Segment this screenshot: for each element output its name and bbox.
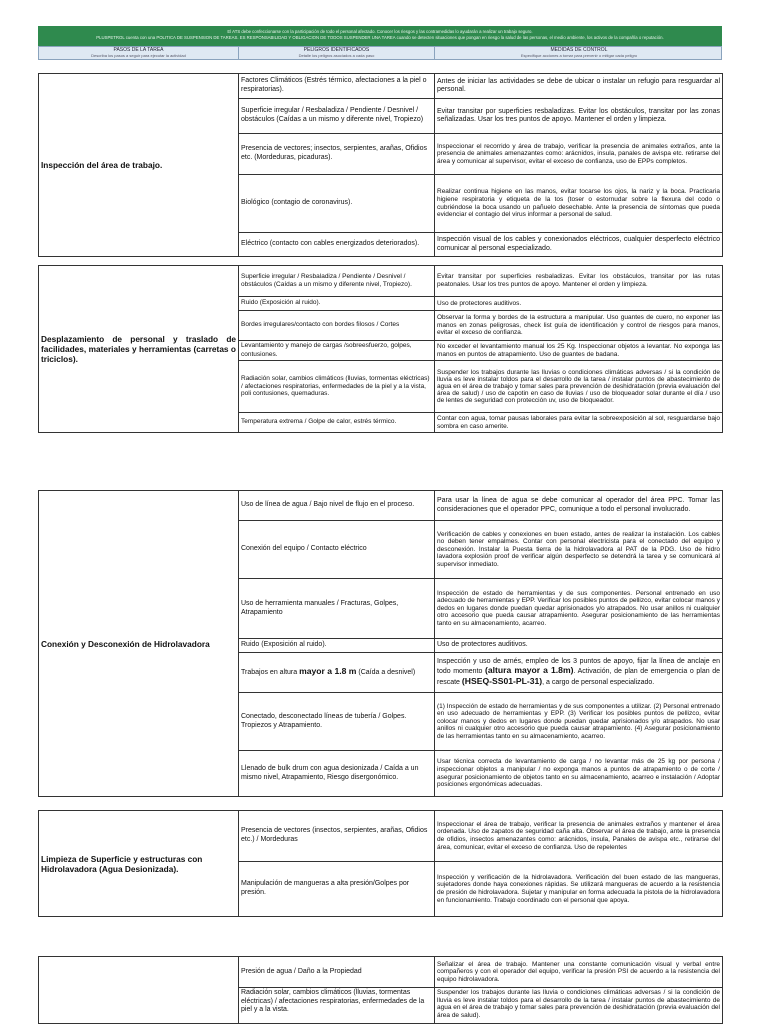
control-cell: Verificación de cables y conexiones en buen estado, antes de realizar la instalación. Los cables no deben tener empalmes. Contar con personal electricista para el conectado del equipo y desconexión. Instalar la Puesta tierra de la hidrolavadora al PAT de la PDG. Uso de hidro lavadora explosión proof de verificar algún desperfecto se detendrá la tarea y se comunicará al supervisor inmediato. bbox=[435, 521, 723, 579]
hazard-cell: Superficie irregular / Resbaladiza / Pendiente / Desnivel / obstáculos (Caídas a un mismo y diferente nivel, Tropiezo). bbox=[239, 266, 435, 297]
hazard-cell: Uso de herramienta manuales / Fracturas, Golpes, Atrapamiento bbox=[239, 579, 435, 639]
control-cell: Inspección y verificación de la hidrolavadora. Verificación del buen estado de las mangueras, sujetadores donde haya conexiones rápidas. Se utilizará mangueras de acuerdo a la resistencia de presión de hidrolavadora. Sujetar y manipular en forma adecuada la pistola de la hidrolavadora en funcionamiento. Trabajo coordinado con el personal que apoya. bbox=[435, 862, 723, 917]
activity-cell: Inspección del área de trabajo. bbox=[39, 74, 239, 257]
control-cell: Inspeccionar el recorrido y área de trabajo, verificar la presencia de animales extraños, ante la presencia de animales amenazantes como: arácnidos, insula, panales de avispa etc. retirarse del área y comunicar al supervisor, evitar el exceso de confianza, uso de EPPs completos. bbox=[435, 134, 723, 175]
hazard-cell: Eléctrico (contacto con cables energizados deteriorados). bbox=[239, 233, 435, 257]
activity-cell: Conexión y Desconexión de Hidrolavadora bbox=[39, 491, 239, 797]
control-cell: Contar con agua, tomar pausas laborales para evitar la sobreexposición al sol, resguardarse bajo sombra en caso amerite. bbox=[435, 413, 723, 433]
activity-cell: Limpieza de Superficie y estructuras con Hidrolavadora (Agua Desionizada). bbox=[39, 811, 239, 917]
banner-line-2: PLUSPETROL cuenta con una POLITICA DE SUSPENSION DE TAREAS. ES RESPONSABILIDAD Y OBLIGACION DE TODOS SUSPENDER UNA TAREA cuando se detecten situaciones que pongan en riesgo la salud de las personas, el medio ambiente, los activos de la compañía o reputación. bbox=[96, 35, 664, 40]
hazard-cell: Radiación solar, cambios climáticos (lluvias, tormentas eléctricas) / afectaciones respiratorias, enfermedades de la piel y a la vista, poli contusiones, quemaduras. bbox=[239, 361, 435, 413]
control-cell: Suspender los trabajos durante las lluvias o condiciones climáticas adversas / si la condición de lluvia es leve instalar toldos para el desarrollo de la tarea / instalar puntos de abastecimiento de agua en el área de trabajo y tomar sales para prevención de deshidratación (previa evaluación del área de salud) / uso de capotin en caso de lluvias / uso de bloqueador solar durante el día / uso de lentes de seguridad con protección uv, uso de bloqueador. bbox=[435, 361, 723, 413]
hazard-cell: Presencia de vectores (insectos, serpientes, arañas, Ofidios etc.) / Mordeduras bbox=[239, 811, 435, 862]
hazard-cell: Levantamiento y manejo de cargas /sobreesfuerzo, golpes, contusiones. bbox=[239, 341, 435, 361]
control-cell: Inspeccionar el área de trabajo, verificar la presencia de animales extraños y mantener el área ordenada. Uso de zapatos de seguridad caña alta. Observar el área de trabajo, ante la presencia de ofidios, insectos amenazantes como: arácnidos, insula, Panales de avispa etc., retirarse del área, comunicar, evitar el exceso de confianza. Uso de repelentes bbox=[435, 811, 723, 862]
control-cell: Inspección visual de los cables y conexionados eléctricos, cualquier desperfecto eléctrico comunicar al personal especializado. bbox=[435, 233, 723, 257]
hazard-cell: Llenado de bulk drum con agua desionizada / Caída a un mismo nivel, Atrapamiento, Riesgo disergonómico. bbox=[239, 751, 435, 797]
control-cell: Evitar transitar por superficies resbaladizas. Evitar los obstáculos, transitar por las rutas peatonales. Usar los tres puntos de apoyo. Mantener el orden y limpieza. bbox=[435, 266, 723, 297]
section-table-2 bbox=[38, 265, 723, 433]
control-cell: Realizar continua higiene en las manos, evitar tocarse los ojos, la nariz y la boca. Practicaria higiene respiratoria y etiqueta de la tos (toser o estornudar sobre la flexura del codo o cubriéndose la boca usando un pañuelo desechable. Ante la presencia de síntomas que pueda evidenciar el contagio del virus informar a personal de salud. bbox=[435, 175, 723, 233]
control-cell: Antes de iniciar las actividades se debe de ubicar o instalar un refugio para resguardar al personal. bbox=[435, 74, 723, 99]
hazard-cell: Temperatura extrema / Golpe de calor, estrés térmico. bbox=[239, 413, 435, 433]
hazard-cell: Ruido (Exposición al ruido). bbox=[239, 297, 435, 311]
control-cell: Para usar la línea de agua se debe comunicar al operador del área PPC. Tomar las consideraciones que el operador PPC, comunique a todo el personal involucrado. bbox=[435, 491, 723, 521]
hazard-cell: Biológico (contagio de coronavirus). bbox=[239, 175, 435, 233]
hazard-cell: Uso de línea de agua / Bajo nivel de flujo en el proceso. bbox=[239, 491, 435, 521]
control-cell: (1) Inspección de estado de herramientas y de sus componentes a utilizar. (2) Personal entrenado en uso adecuado de herramientas y EPP. (3) Verificar los posibles puntos de pellizco, evitar colocar manos y dedos en lugares donde puedan quedar aprisionados y/o atrapados. No usar anillos ni cualquier otro accesorio que pueda causar atrapamiento. (4) Asegurar posicionamiento de las herramientas tanto en su almacenamiento, acarreo. bbox=[435, 693, 723, 751]
hazard-cell: Conexión del equipo / Contacto eléctrico bbox=[239, 521, 435, 579]
control-cell: Inspección y uso de arnés, empleo de los 3 puntos de apoyo, fijar la línea de anclaje en todo momento (altura mayor a 1.8m). Activación, de plan de emergencia o plan de rescate (HSEQ-SS01-PL-31), a cargo de personal especializado. bbox=[435, 653, 723, 693]
hazard-cell: Presión de agua / Daño a la Propiedad bbox=[239, 957, 435, 988]
hazard-cell: Ruido (Exposición al ruido). bbox=[239, 639, 435, 653]
column-headers bbox=[38, 46, 722, 60]
control-cell: Señalizar el área de trabajo. Mantener una constante comunicación visual y verbal entre compañeros y con el operador del equipo, verificar la presión PSI de acuerdo a la resistencia del equipo hidrolavadora. bbox=[435, 957, 723, 988]
hazard-cell: Conectado, desconectado líneas de tubería / Golpes. Tropiezos y Atrapamiento. bbox=[239, 693, 435, 751]
control-cell: Inspección de estado de herramientas y de sus componentes. Personal entrenado en uso adecuado de herramientas y EPP. Verificar los posibles puntos de pellizco, evitar colocar manos y dedos en lugares donde puedan quedar aprisionados y/o atrapados. No usar anillos ni cualquier otro accesorio que pueda causar atrapamiento. Asegurar posicionamiento de las herramientas tanto en su almacenamiento, acarreo. bbox=[435, 579, 723, 639]
col-header-steps: PASOS DE LA TAREA Describa los pasos a seguir para ejecutar la actividad bbox=[39, 47, 239, 59]
hazard-cell: Trabajos en altura mayor a 1.8 m (Caída a desnivel) bbox=[239, 653, 435, 693]
section-table-5 bbox=[38, 956, 723, 1024]
col-header-controls: MEDIDAS DE CONTROL Especifique acciones a tomar para prevenir o mitigar cada peligro bbox=[520, 47, 638, 58]
control-cell: Uso de protectores auditivos. bbox=[435, 639, 723, 653]
control-cell: Suspender los trabajos durante las lluvia o condiciones climáticas adversas / si la condición de lluvia es leve instalar toldos para el desarrollo de la tarea / instalar puntos de abastecimiento de agua en el área de trabajo y tomar sales para prevención de deshidratación (previa evaluación del área de salud). bbox=[435, 988, 723, 1024]
activity-cell bbox=[39, 957, 239, 1024]
control-cell: Observar la forma y bordes de la estructura a manipular. Uso guantes de cuero, no exponer las manos en zonas peligrosas, check list guía de identificación y control de riesgos para manos, evitar el exceso de confianza. bbox=[435, 311, 723, 341]
control-cell: Usar técnica correcta de levantamiento de carga / no levantar más de 25 kg por persona / inspeccionar objetos a manipular / no exponga manos a puntos de atrapamiento o de corte / asegurar posicionamiento de objetos tanto en su almacenamiento, acarreo e instalación / Adoptar posiciones ergonómicas adecuadas. bbox=[435, 751, 723, 797]
col-header-hazards: PELIGROS IDENTIFICADOS Detalle los peligros asociados a cada paso bbox=[239, 47, 435, 59]
hazard-cell: Radiación solar, cambios climáticos (lluvias, tormentas eléctricas) / afectaciones respiratorias, enfermedades de la piel y a la vista. bbox=[239, 988, 435, 1024]
activity-cell: Desplazamiento de personal y traslado de facilidades, materiales y herramientas (carretas o triciclos). bbox=[39, 266, 239, 433]
section-table-1 bbox=[38, 73, 723, 257]
hazard-cell: Superficie irregular / Resbaladiza / Pendiente / Desnivel / obstáculos (Caídas a un mismo y diferente nivel, Tropiezo) bbox=[239, 99, 435, 134]
hazard-cell: Presencia de vectores; insectos, serpientes, arañas, Ofidios etc. (Mordeduras, picaduras). bbox=[239, 134, 435, 175]
section-table-4 bbox=[38, 810, 723, 917]
banner-line-1: El ATS debe confeccionarse con la participación de todo el personal afectado. Conocer los riesgos y las contramedidas lo ayudarán a realizar un trabajo seguro. bbox=[227, 29, 533, 34]
section-table-3 bbox=[38, 490, 723, 797]
control-cell: Evitar transitar por superficies resbaladizas. Evitar los obstáculos, transitar por las zonas señalizadas. Usar los tres puntos de apoyo. Mantener el orden y limpieza. bbox=[435, 99, 723, 134]
header-banner bbox=[38, 26, 722, 46]
hazard-cell: Factores Climáticos (Estrés térmico, afectaciones a la piel o respiratorias). bbox=[239, 74, 435, 99]
control-cell: Uso de protectores auditivos. bbox=[435, 297, 723, 311]
hazard-cell: Manipulación de mangueras a alta presión/Golpes por presión. bbox=[239, 862, 435, 917]
control-cell: No exceder el levantamiento manual los 25 Kg. Inspeccionar objetos a levantar. No exponga las manos en puntos de atrapamiento. Uso de guantes de badana. bbox=[435, 341, 723, 361]
hazard-cell: Bordes irregulares/contacto con bordes filosos / Cortes bbox=[239, 311, 435, 341]
